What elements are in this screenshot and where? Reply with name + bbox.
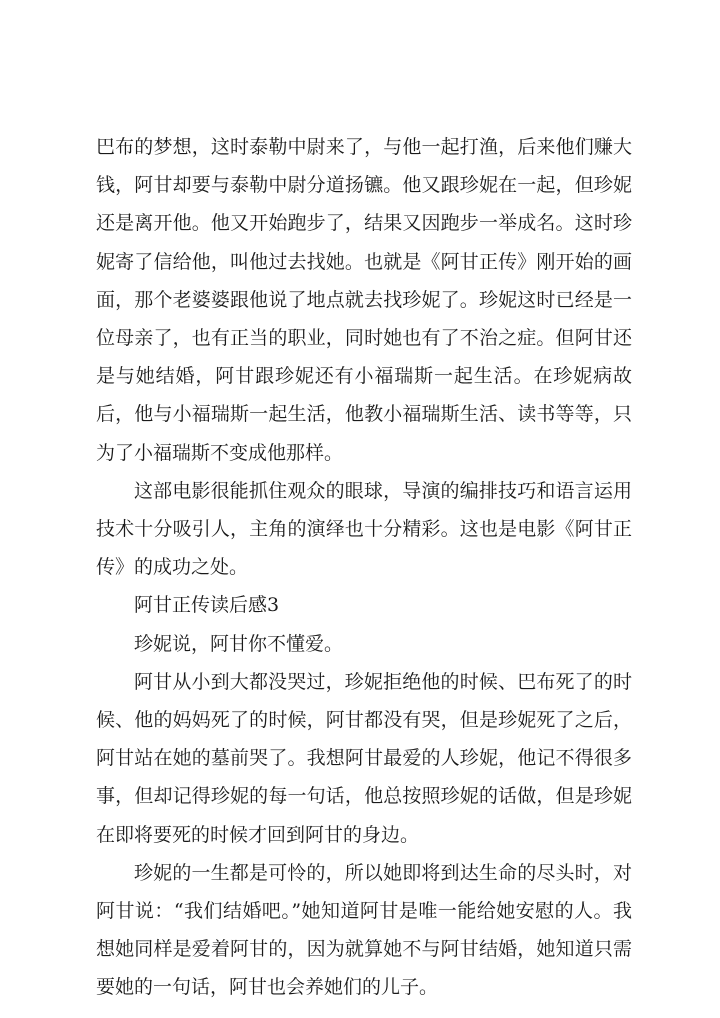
paragraph-never-cried: 阿甘从小到大都没哭过，珍妮拒绝他的时候、巴布死了的时候、他的妈妈死了的时候，阿甘都没有哭，但是珍妮死了之后，阿甘站在她的墓前哭了。我想阿甘最爱的人珍妮，他记不得很多事，但却记得珍妮的每一句话，他总按照珍妮的话做，但是珍妮在即将要死的时候才回到阿甘的身边。 (96, 670, 632, 846)
section-heading: 阿甘正传读后感3 (134, 594, 280, 617)
document-body (96, 128, 632, 1007)
paragraph-film-review: 这部电影很能抓住观众的眼球，导演的编排技巧和语言运用技术十分吸引人，主角的演绎也十分精彩。这也是电影《阿甘正传》的成功之处。 (96, 479, 632, 579)
paragraph-continuation: 巴布的梦想，这时泰勒中尉来了，与他一起打渔，后来他们赚大钱，阿甘却要与泰勒中尉分道扬镳。他又跟珍妮在一起，但珍妮还是离开他。他又开始跑步了，结果又因跑步一举成名。这时珍妮寄了信给他，叫他过去找她。也就是《阿甘正传》刚开始的画面，那个老婆婆跟他说了地点就去找珍妮了。珍妮这时已经是一位母亲了，也有正当的职业，同时她也有了不治之症。但阿甘还是与她结婚，阿甘跟珍妮还有小福瑞斯一起生活。在珍妮病故后，他与小福瑞斯一起生活，他教小福瑞斯生活、读书等等，只为了小福瑞斯不变成他那样。 (96, 136, 632, 464)
paragraph-quote: 珍妮说，阿甘你不懂爱。 (134, 632, 344, 655)
paragraph-jenny-life: 珍妮的一生都是可怜的，所以她即将到达生命的尽头时，对阿甘说：“我们结婚吧。”她知道阿甘是唯一能给她安慰的人。我想她同样是爱着阿甘的，因为就算她不与阿甘结婚，她知道只需要她的一句话，阿甘也会养她们的儿子。 (96, 861, 632, 999)
